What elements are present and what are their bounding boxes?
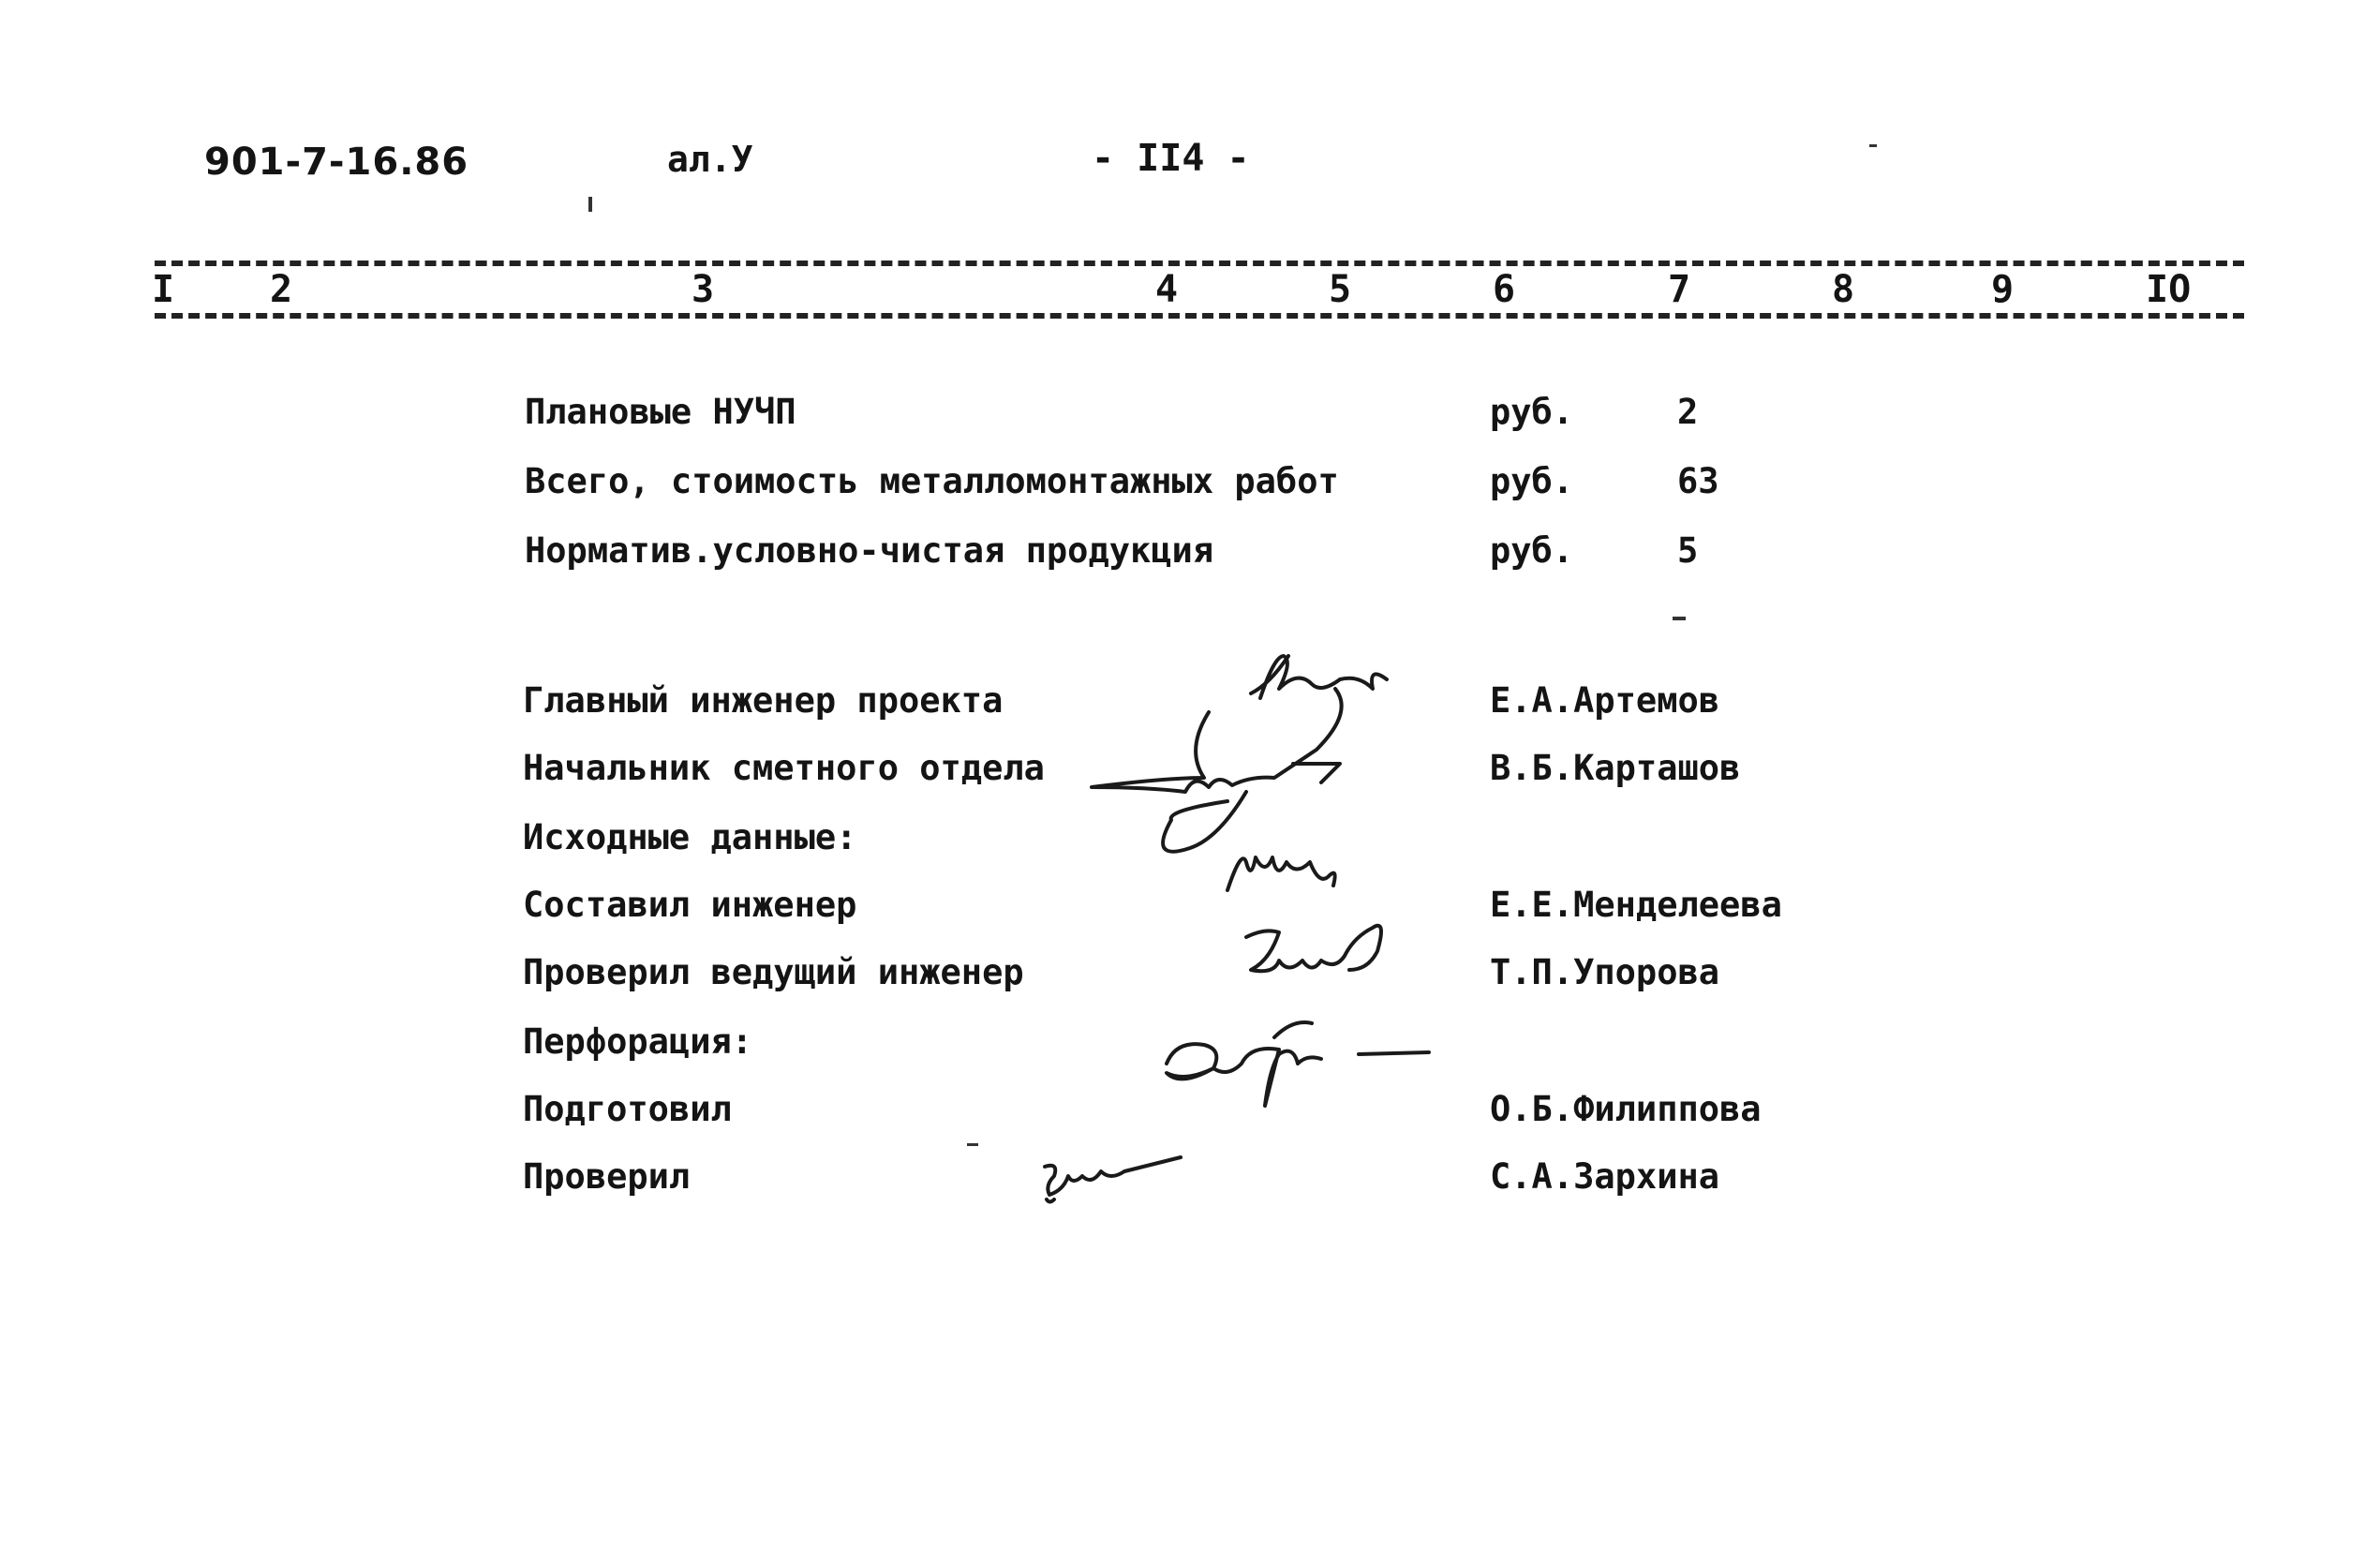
signature-role-checked: Проверил <box>523 1156 691 1197</box>
summary-label-planned: Плановые НУЧП <box>525 392 796 432</box>
signature-role-estimate-head: Начальник сметного отдела <box>523 748 1045 788</box>
signature-estimate-head <box>1092 689 1342 792</box>
signature-role-compiled: Составил инженер <box>523 885 857 925</box>
document-code: 901-7-16.86 <box>204 141 469 184</box>
column-header-bottom-rule <box>155 313 2244 319</box>
ink-speck <box>1869 144 1877 147</box>
signature-checked-lead <box>1246 926 1381 971</box>
signature-perforation <box>1167 1044 1321 1106</box>
column-number-2: 2 <box>270 268 293 311</box>
summary-value-planned: 2 <box>1677 392 1699 432</box>
column-number-7: 7 <box>1668 268 1691 311</box>
signature-name-prepared: О.Б.Филиппова <box>1490 1089 1762 1129</box>
summary-unit-normative: руб. <box>1490 530 1574 571</box>
signature-name-estimate-head: В.Б.Карташов <box>1490 748 1741 788</box>
summary-value-normative: 5 <box>1677 530 1699 571</box>
signature-role-prepared: Подготовил <box>523 1089 732 1129</box>
signature-name-checked: С.А.Зархина <box>1490 1156 1720 1197</box>
signature-name-chief-engineer: Е.А.Артемов <box>1490 680 1720 721</box>
summary-value-total: 63 <box>1677 461 1719 501</box>
column-number-4: 4 <box>1155 268 1179 311</box>
column-number-8: 8 <box>1832 268 1855 311</box>
column-number-5: 5 <box>1329 268 1352 311</box>
page-number: - II4 - <box>1092 137 1250 180</box>
ink-speck <box>967 1143 978 1146</box>
signature-compiled <box>1227 857 1335 890</box>
summary-unit-planned: руб. <box>1490 392 1574 432</box>
signature-section-source-data: Исходные данные: <box>523 817 857 857</box>
summary-unit-total: руб. <box>1490 461 1574 501</box>
signature-checked <box>1045 1157 1181 1195</box>
signature-section-perforation: Перфорация: <box>523 1021 753 1062</box>
column-number-9: 9 <box>1991 268 2015 311</box>
signature-name-compiled: Е.Е.Менделеева <box>1490 885 1782 925</box>
column-header-top-rule <box>155 261 2244 266</box>
ink-speck <box>1673 617 1686 620</box>
column-number-6: 6 <box>1493 268 1516 311</box>
signature-name-checked-lead: Т.П.Упорова <box>1490 952 1720 992</box>
signature-chief-engineer <box>1260 656 1387 698</box>
ink-speck <box>588 197 592 212</box>
column-number-3: 3 <box>692 268 715 311</box>
summary-label-total: Всего, стоимость металломонтажных работ <box>525 461 1339 501</box>
column-number-1: I <box>152 268 175 311</box>
signature-role-checked-lead: Проверил ведущий инженер <box>523 952 1024 992</box>
column-number-10: IO <box>2146 268 2192 311</box>
sheet-label: ал.У <box>667 139 753 180</box>
summary-label-normative: Норматив.условно-чистая продукция <box>525 530 1214 571</box>
signature-role-chief-engineer: Главный инженер проекта <box>523 680 1004 721</box>
